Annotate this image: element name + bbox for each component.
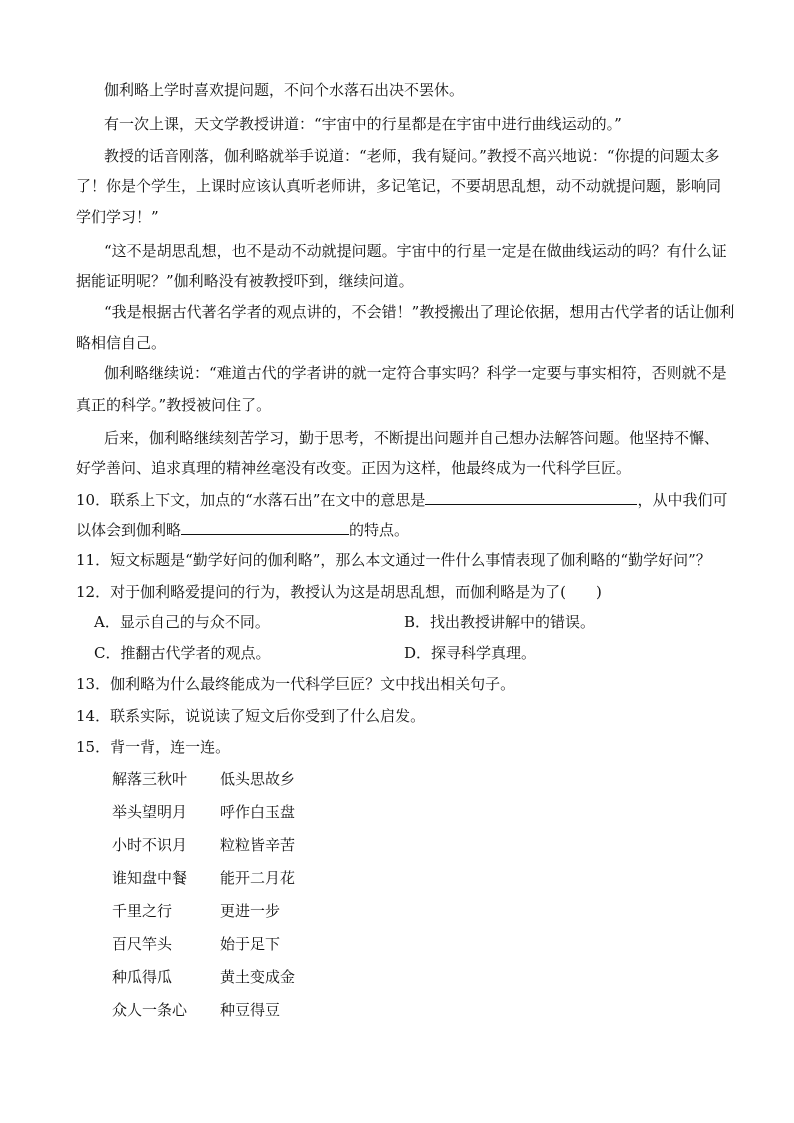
passage-line: 有一次上课，天文学教授讲道：“宇宙中的行星都是在宇宙中进行曲线运动的。” (104, 115, 622, 133)
option-a[interactable]: A．显示自己的与众不同。 (94, 613, 270, 631)
option-c[interactable]: C．推翻古代学者的观点。 (94, 644, 271, 662)
passage-line: 略相信自己。 (76, 334, 167, 352)
passage-line: “这不是胡思乱想，也不是动不动就提问题。宇宙中的行星一定是在做曲线运动的吗？有什么证 (104, 242, 727, 260)
passage-line: 伽利略上学时喜欢提问题，不问个水落石出决不罢休。 (104, 81, 465, 99)
match-right-item[interactable]: 始于足下 (220, 935, 281, 953)
passage-line: 据能证明呢？”伽利略没有被教授吓到，继续问道。 (76, 272, 414, 290)
question-11: 11．短文标题是“勤学好问的伽利略”，那么本文通过一件什么事情表现了伽利略的“勤学好问”？ (76, 551, 711, 569)
passage-line: 了！你是个学生，上课时应该认真听老师讲，多记笔记，不要胡思乱想，动不动就提问题，影响同 (76, 177, 722, 195)
question-10-text: 的特点。 (349, 521, 410, 539)
match-left-item[interactable]: 举头望明月 (112, 803, 188, 821)
match-left-item[interactable]: 千里之行 (112, 902, 173, 920)
passage-line: 真正的科学。”教授被问住了。 (76, 396, 272, 414)
match-left-item[interactable]: 种瓜得瓜 (112, 968, 173, 986)
match-right-item[interactable]: 更进一步 (220, 902, 281, 920)
question-10-text: ，从中我们可 (637, 491, 728, 509)
question-12: 12．对于伽利略爱提问的行为，教授认为这是胡思乱想，而伽利略是为了( ) (76, 583, 602, 601)
question-10-continued (76, 518, 726, 540)
passage-line: 伽利略继续说：“难道古代的学者讲的就一定符合事实吗？科学一定要与事实相符，否则就不是 (104, 364, 727, 382)
passage-line: 学们学习！” (76, 208, 159, 226)
question-14: 14．联系实际，说说读了短文后你受到了什么启发。 (76, 707, 426, 725)
passage-line: 后来，伽利略继续刻苦学习，勤于思考，不断提出问题并自己想办法解答问题。他坚持不懈、 (104, 429, 720, 447)
option-b[interactable]: B．找出教授讲解中的错误。 (404, 613, 596, 631)
question-10-text: 10．联系上下文，加点的“水落石出”在文中的意思是 (76, 491, 426, 509)
match-left-item[interactable]: 解落三秋叶 (112, 770, 188, 788)
option-d[interactable]: D．探寻科学真理。 (404, 644, 537, 662)
match-left-item[interactable]: 谁知盘中餐 (112, 869, 188, 887)
match-right-item[interactable]: 能开二月花 (220, 869, 296, 887)
question-10-text: 以体会到伽利略 (76, 521, 182, 539)
match-right-item[interactable]: 黄土变成金 (220, 968, 296, 986)
question-13: 13．伽利略为什么最终能成为一代科学巨匠？文中找出相关句子。 (76, 675, 516, 693)
match-right-item[interactable]: 粒粒皆辛苦 (220, 836, 296, 854)
question-10 (76, 488, 726, 510)
match-left-item[interactable]: 小时不识月 (112, 836, 188, 854)
match-left-item[interactable]: 众人一条心 (112, 1001, 188, 1019)
match-left-item[interactable]: 百尺竿头 (112, 935, 173, 953)
question-15: 15．背一背，连一连。 (76, 738, 231, 756)
match-right-item[interactable]: 种豆得豆 (220, 1001, 281, 1019)
match-right-item[interactable]: 低头思故乡 (220, 770, 296, 788)
passage-line: 教授的话音刚落，伽利略就举手说道：“老师，我有疑问。”教授不高兴地说：“你提的问题太多 (104, 147, 720, 165)
passage-line: “我是根据古代著名学者的观点讲的，不会错！”教授搬出了理论依据，想用古代学者的话让伽利 (104, 303, 735, 321)
passage-line: 好学善问、追求真理的精神丝毫没有改变。正因为这样，他最终成为一代科学巨匠。 (76, 459, 632, 477)
answer-blank-trait[interactable] (181, 518, 349, 535)
match-right-item[interactable]: 呼作白玉盘 (220, 803, 296, 821)
answer-blank-meaning[interactable] (425, 488, 637, 505)
